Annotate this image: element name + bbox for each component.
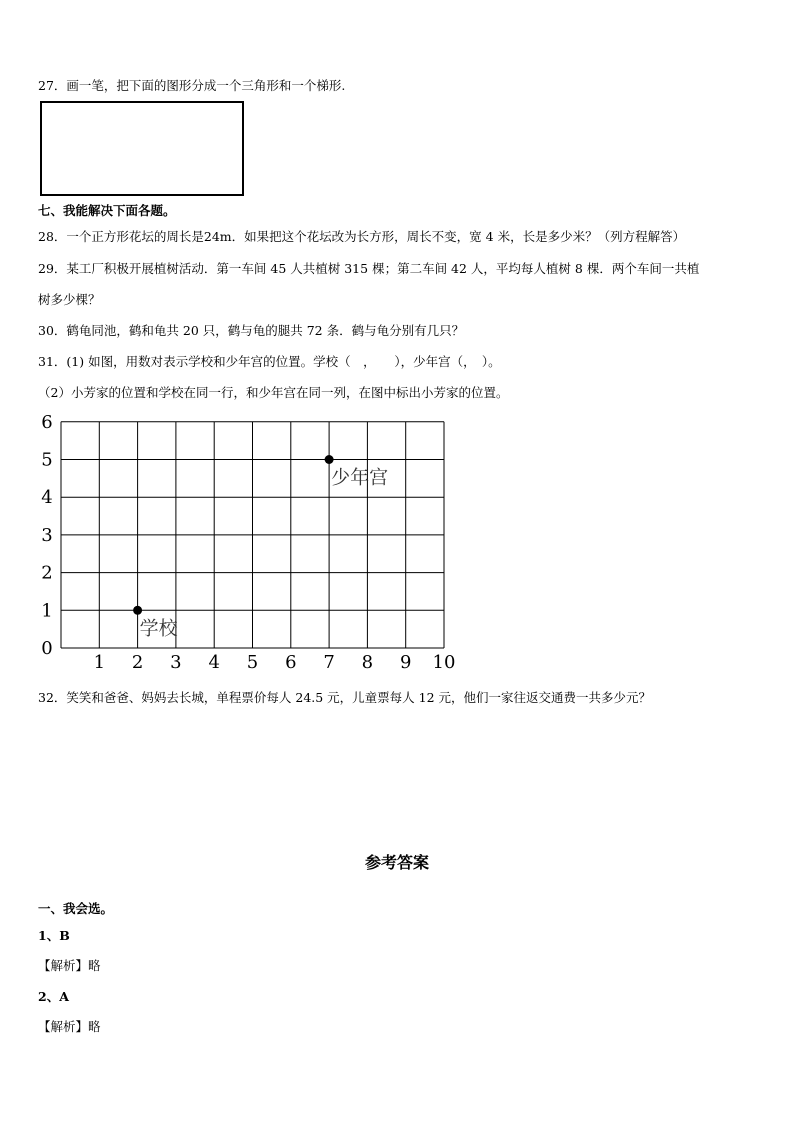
x-tick-label: 10 bbox=[432, 652, 456, 673]
y-tick-label: 0 bbox=[41, 638, 53, 659]
x-tick-label: 3 bbox=[170, 652, 182, 673]
answer-2: 2、A bbox=[38, 989, 69, 1004]
answer-2-note: 【解析】略 bbox=[38, 1019, 101, 1034]
answer-title: 参考答案 bbox=[364, 853, 429, 872]
point-label: 少年宫 bbox=[331, 466, 389, 489]
x-tick-label: 8 bbox=[361, 652, 374, 673]
y-tick-label: 6 bbox=[41, 411, 53, 433]
y-tick-label: 3 bbox=[41, 524, 53, 546]
question-27: 27．画一笔，把下面的图形分成一个三角形和一个梯形. bbox=[38, 78, 346, 93]
point-label: 学校 bbox=[139, 617, 178, 640]
answer-section-1: 一、我会选。 bbox=[38, 901, 114, 916]
x-tick-label: 2 bbox=[131, 652, 144, 673]
location-point bbox=[133, 606, 142, 615]
location-point bbox=[325, 455, 334, 464]
answer-1-note: 【解析】略 bbox=[38, 958, 101, 973]
y-tick-label: 1 bbox=[41, 600, 53, 622]
y-tick-label: 5 bbox=[41, 449, 53, 471]
x-tick-label: 5 bbox=[246, 652, 259, 673]
x-tick-label: 9 bbox=[399, 652, 412, 673]
question-32: 32．笑笑和爸爸、妈妈去长城，单程票价每人 24.5 元，儿童票每人 12 元，他们一家往返交通费一共多少元？ bbox=[38, 690, 652, 705]
question-29-line2: 树多少棵？ bbox=[38, 292, 101, 307]
y-tick-label: 2 bbox=[41, 562, 53, 584]
x-tick-label: 7 bbox=[323, 652, 335, 673]
question-31-part2: （2）小芳家的位置和学校在同一行，和少年宫在同一列，在图中标出小芳家的位置。 bbox=[38, 385, 509, 400]
x-tick-label: 6 bbox=[285, 652, 297, 673]
question-30: 30．鹤龟同池，鹤和龟共 20 只，鹤与龟的腿共 72 条．鹤与龟分别有几只？ bbox=[38, 323, 465, 338]
y-tick-label: 4 bbox=[41, 487, 53, 509]
question-31-part1: 31．(1) 如图，用数对表示学校和少年宫的位置。学校（ ， ），少年宫（， ）。 bbox=[38, 354, 501, 369]
x-tick-label: 4 bbox=[208, 652, 220, 673]
question-29-line1: 29．某工厂积极开展植树活动．第一车间 45 人共植树 315 棵；第二车间 42 人，平均每人植树 8 棵．两个车间一共植 bbox=[38, 261, 700, 276]
question-28: 28．一个正方形花坛的周长是24m．如果把这个花坛改为长方形，周长不变，宽 4 米，长是多少米？（列方程解答） bbox=[38, 229, 686, 244]
x-tick-label: 1 bbox=[93, 652, 106, 673]
section-7-heading: 七、我能解决下面各题。 bbox=[38, 203, 176, 218]
answer-1: 1、B bbox=[38, 928, 70, 943]
